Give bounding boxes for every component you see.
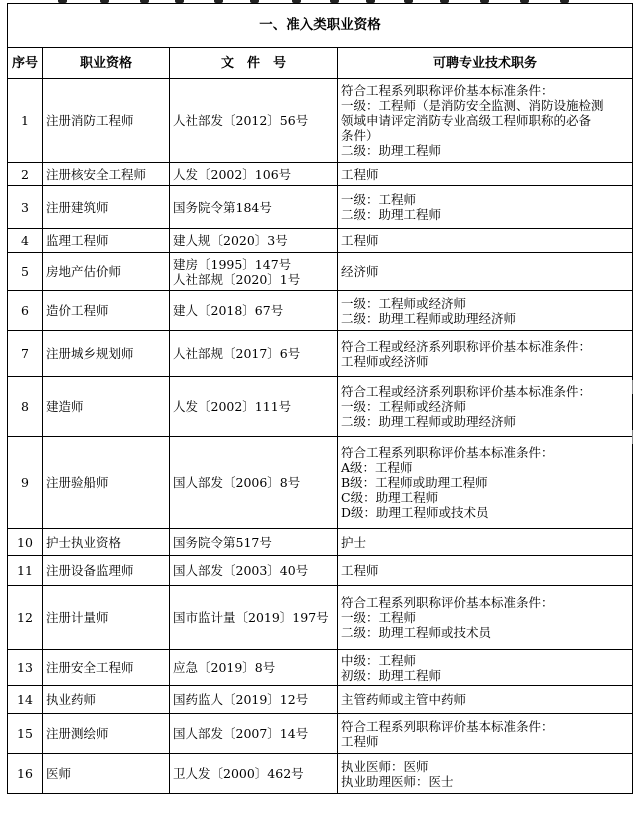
qualification-name: 建造师 [43,377,170,437]
header-document: 文 件 号 [170,48,338,79]
header-position: 可聘专业技术职务 [338,48,633,79]
eligible-position-line: 经济师 [341,264,379,279]
eligible-position-line: 二级：助理工程师或助理经济师 [341,414,517,429]
qualification-name: 注册核安全工程师 [43,163,170,186]
eligible-position-line: 符合工程或经济系列职称评价基本标准条件： [341,384,592,399]
qualification-name: 护士执业资格 [43,529,170,556]
qualification-name: 医师 [43,754,170,794]
document-number [170,586,338,650]
document-number-line: 国药监人〔2019〕12号 [173,692,309,707]
eligible-position-line: A级：工程师 [341,460,413,475]
row-number: 1 [8,79,43,163]
document-number [170,79,338,163]
table-row [8,229,633,253]
scan-edge-mark [632,380,633,394]
eligible-position [338,186,633,229]
document-number-line: 建房〔1995〕147号 [173,256,292,272]
eligible-position [338,754,633,794]
qualification-name: 监理工程师 [43,229,170,253]
eligible-position [338,686,633,714]
eligible-position-line: 符合工程系列职称评价基本标准条件： [341,718,554,734]
table-row [8,291,633,331]
eligible-position-line: 符合工程系列职称评价基本标准条件： [341,595,554,610]
eligible-position-line: 一级：工程师（是消防安全监测、消防设施检测 [341,98,604,113]
eligible-position [338,377,633,437]
qualification-name: 注册设备监理师 [43,556,170,586]
eligible-position [338,586,633,650]
table-row [8,331,633,377]
document-number-line: 人社部规〔2017〕6号 [173,346,301,361]
qualification-name: 注册安全工程师 [43,650,170,686]
document-number-line: 人发〔2002〕106号 [173,166,292,182]
table-row [8,79,633,163]
document-number [170,377,338,437]
eligible-position-line: 条件） [341,128,379,143]
eligible-position-line: 中级：工程师 [341,652,417,668]
header-row [8,48,633,79]
qualification-name: 注册消防工程师 [43,79,170,163]
document-number-line: 国务院令第184号 [173,199,272,215]
qualification-name: 注册验船师 [43,437,170,529]
eligible-position-line: 二级：助理工程师或技术员 [341,625,492,640]
document-number-line: 应急〔2019〕8号 [173,660,276,675]
eligible-position-line: 工程师 [341,233,379,248]
row-number: 14 [8,686,43,714]
row-number: 5 [8,253,43,291]
table-row [8,686,633,714]
eligible-position-line: 符合工程系列职称评价基本标准条件： [341,445,554,460]
eligible-position [338,253,633,291]
eligible-position-line: 工程师 [341,563,379,578]
table-row [8,377,633,437]
qualification-name: 注册测绘师 [43,714,170,754]
eligible-position-line: 护士 [341,534,367,550]
document-number-line: 卫人发〔2000〕462号 [173,766,304,781]
row-number: 6 [8,291,43,331]
document-number [170,163,338,186]
document-number-line: 国务院令第517号 [173,534,272,550]
row-number: 8 [8,377,43,437]
table-row [8,437,633,529]
eligible-position-line: C级：助理工程师 [341,490,439,505]
document-number [170,754,338,794]
row-number: 4 [8,229,43,253]
eligible-position-line: 符合工程系列职称评价基本标准条件： [341,83,554,98]
eligible-position-line: 符合工程或经济系列职称评价基本标准条件： [341,338,592,354]
eligible-position-line: 一级：工程师 [341,610,417,625]
eligible-position-line: 工程师 [341,166,379,182]
qualification-name: 注册建筑师 [43,186,170,229]
eligible-position-line: 二级：助理工程师或助理经济师 [341,310,517,326]
document-number [170,714,338,754]
row-number: 7 [8,331,43,377]
eligible-position-line: 主管药师或主管中药师 [341,692,467,707]
section-title-row [8,4,633,48]
document-number-line: 人社部规〔2020〕1号 [173,271,301,287]
document-number [170,229,338,253]
header-no: 序号 [8,48,43,79]
row-number: 11 [8,556,43,586]
table-row [8,754,633,794]
eligible-position-line: 一级：工程师 [341,192,417,207]
table-row [8,163,633,186]
eligible-position-line: 执业助理医师：医士 [341,773,454,789]
row-number: 15 [8,714,43,754]
qualification-table [7,3,633,794]
qualification-name: 注册计量师 [43,586,170,650]
qualification-name: 注册城乡规划师 [43,331,170,377]
document-number [170,556,338,586]
eligible-position [338,437,633,529]
eligible-position-line: 领域申请评定消防专业高级工程师职称的必备 [341,113,592,128]
eligible-position-line: 一级：工程师或经济师 [341,295,467,311]
row-number: 12 [8,586,43,650]
row-number: 9 [8,437,43,529]
table-row [8,253,633,291]
eligible-position-line: 二级：助理工程师 [341,207,442,222]
table-row [8,714,633,754]
eligible-position [338,331,633,377]
table-row [8,586,633,650]
eligible-position [338,714,633,754]
document-number [170,186,338,229]
eligible-position [338,529,633,556]
document-number-line: 国人部发〔2003〕40号 [173,563,309,578]
document-number [170,331,338,377]
qualification-name: 执业药师 [43,686,170,714]
document-number [170,650,338,686]
header-qualification: 职业资格 [43,48,170,79]
eligible-position-line: 执业医师：医师 [341,758,429,774]
document-number [170,253,338,291]
document-number-line: 建人〔2018〕67号 [173,303,284,318]
eligible-position [338,229,633,253]
section-title: 一、准入类职业资格 [8,4,633,48]
scan-edge-mark [632,430,633,444]
eligible-position-line: 二级：助理工程师 [341,143,442,158]
document-number [170,686,338,714]
document-number [170,529,338,556]
eligible-position-line: 工程师或经济师 [341,353,429,369]
eligible-position-line: 工程师 [341,733,379,749]
table-row [8,529,633,556]
eligible-position [338,650,633,686]
row-number: 2 [8,163,43,186]
table-row [8,556,633,586]
document-number-line: 国人部发〔2006〕8号 [173,475,301,490]
eligible-position [338,556,633,586]
document-number-line: 国人部发〔2007〕14号 [173,726,309,741]
row-number: 16 [8,754,43,794]
document-number-line: 建人规〔2020〕3号 [173,233,288,248]
eligible-position-line: 初级：助理工程师 [341,667,442,683]
eligible-position [338,163,633,186]
eligible-position-line: B级：工程师或助理工程师 [341,475,488,490]
qualification-name: 造价工程师 [43,291,170,331]
table-row [8,186,633,229]
qualification-name: 房地产估价师 [43,253,170,291]
document-number-line: 人发〔2002〕111号 [173,399,292,414]
row-number: 3 [8,186,43,229]
document-number-line: 人社部发〔2012〕56号 [173,113,309,128]
document-number [170,291,338,331]
table-body [8,79,633,794]
document-number-line: 国市监计量〔2019〕197号 [173,610,329,625]
eligible-position [338,79,633,163]
row-number: 13 [8,650,43,686]
eligible-position [338,291,633,331]
eligible-position-line: 一级：工程师或经济师 [341,399,467,414]
document-number [170,437,338,529]
row-number: 10 [8,529,43,556]
table-row [8,650,633,686]
eligible-position-line: D级：助理工程师或技术员 [341,505,489,520]
